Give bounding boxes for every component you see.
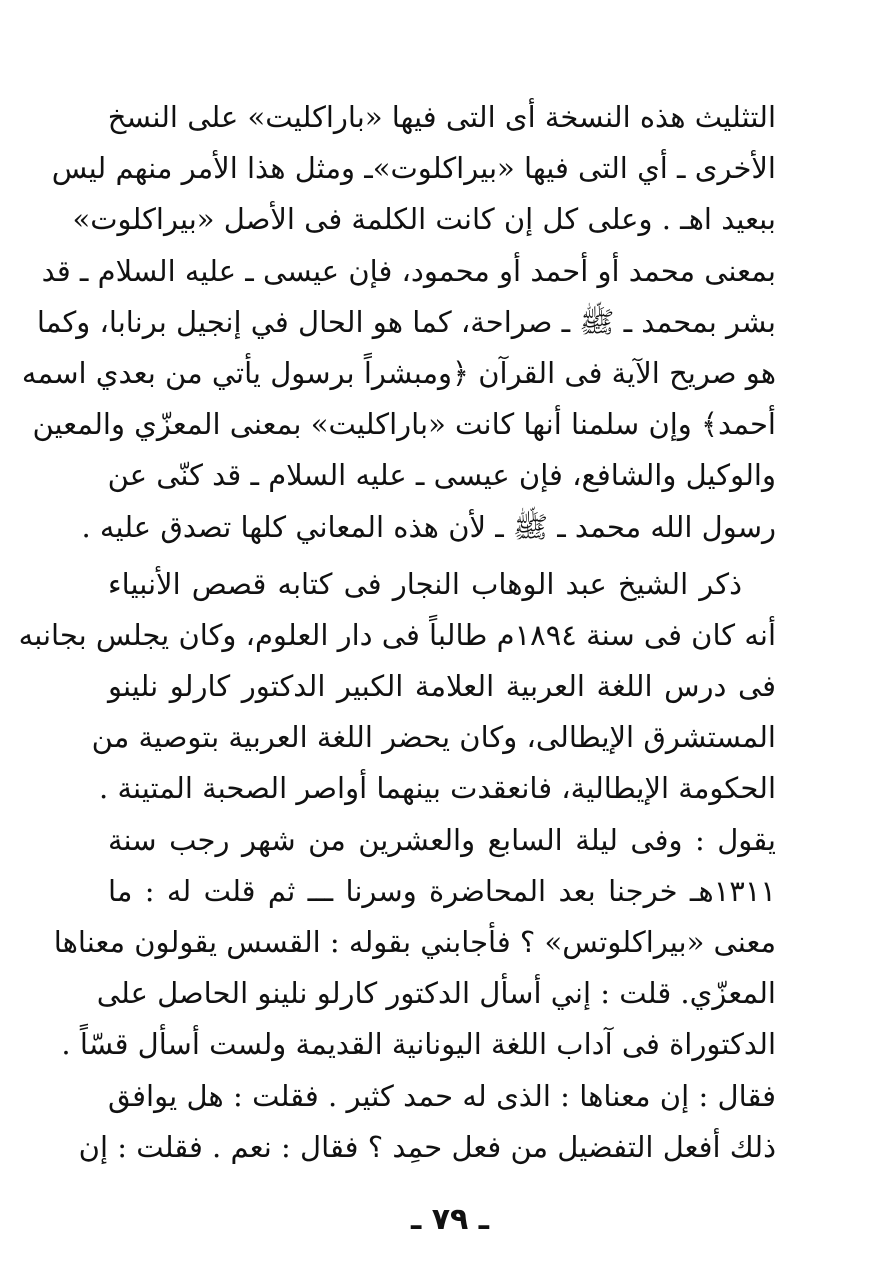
- text-line: فى درس اللغة العربية العلامة الكبير الدكتور كارلو نلينو: [108, 669, 776, 704]
- text-line: التثليث هذه النسخة أى التى فيها «باراكليت» على النسخ: [107, 100, 776, 134]
- text-line: يقول : وفى ليلة السابع والعشرين من شهر رجب سنة: [108, 822, 776, 857]
- text-line: معنى «بيراكلوتس» ؟ فأجابني بقوله : القسس يقولون معناها: [53, 925, 776, 959]
- text-line: ذكر الشيخ عبد الوهاب النجار فى كتابه قصص الأنبياء: [108, 566, 742, 601]
- text-line: رسول الله محمد ـ ﷺ ـ لأن هذه المعاني كلها تصدق عليه .: [81, 509, 776, 544]
- text-line: أنه كان فى سنة ١٨٩٤م طالباً فى دار العلوم، وكان يجلس بجانبه: [18, 617, 776, 652]
- text-line: ببعيد اهـ . وعلى كل إن كانت الكلمة فى الأصل «بيراكلوت»: [72, 202, 776, 237]
- text-line: هو صريح الآية فى القرآن ﴿ومبشراً برسول يأتي من بعدي اسمه: [21, 355, 776, 390]
- text-line: أحمد﴾ وإن سلمنا أنها كانت «باراكليت» بمعنى المعزّي والمعين: [32, 407, 776, 442]
- body-text: [18, 92, 776, 1173]
- text-line: ذلك أفعل التفضيل من فعل حمِد ؟ فقال : نعم . فقلت : إن: [78, 1129, 776, 1164]
- text-line: الحكومة الإيطالية، فانعقدت بينهما أواصر الصحبة المتينة .: [99, 771, 776, 806]
- text-line: فقال : إن معناها : الذى له حمد كثير . فقلت : هل يوافق: [108, 1078, 776, 1113]
- text-line: الأخرى ـ أي التى فيها «بيراكلوت»ـ ومثل هذا الأمر منهم ليس: [51, 151, 776, 186]
- page-number: ـ ٧٩ ـ: [410, 1202, 490, 1237]
- text-line: بشر بمحمد ـ ﷺ ـ صراحة، كما هو الحال في إنجيل برنابا، وكما: [36, 304, 776, 339]
- text-line: الدكتوراة فى آداب اللغة اليونانية القديمة ولست أسأل قسّاً .: [61, 1027, 776, 1062]
- text-line: ١٣١١هـ خرجنا بعد المحاضرة وسرنا ـــ ثم قلت له : ما: [108, 873, 776, 908]
- text-line: بمعنى محمد أو أحمد أو محمود، فإن عيسى ـ عليه السلام ـ قد: [41, 253, 776, 288]
- text-line: المستشرق الإيطالى، وكان يحضر اللغة العربية بتوصية من: [91, 720, 776, 755]
- text-line: والوكيل والشافع، فإن عيسى ـ عليه السلام ـ قد كنّى عن: [107, 458, 776, 493]
- text-line: المعزّي. قلت : إني أسأل الدكتور كارلو نلينو الحاصل على: [96, 976, 776, 1011]
